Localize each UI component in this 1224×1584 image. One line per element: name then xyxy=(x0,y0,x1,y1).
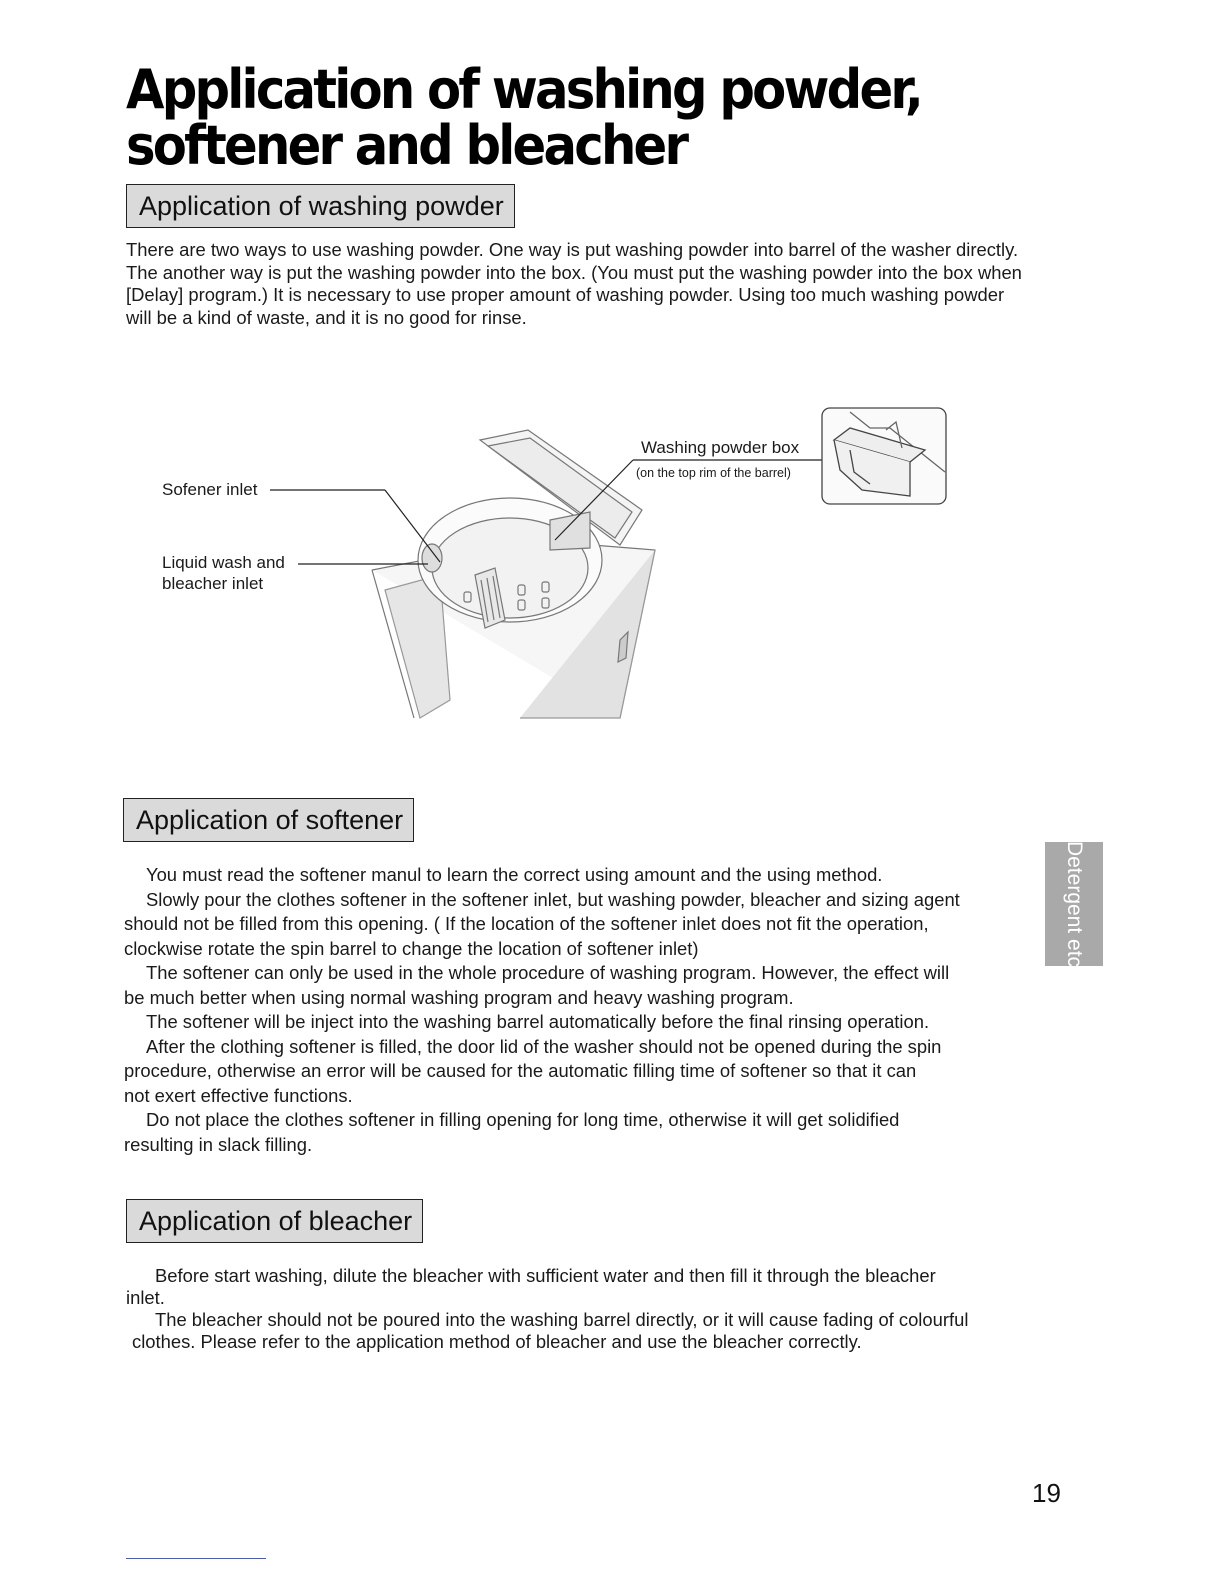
page-title xyxy=(126,58,921,177)
page-title-line-2: softener and bleacher xyxy=(126,114,687,177)
washer-illustration xyxy=(372,430,655,718)
washing-powder-box-inset xyxy=(822,408,946,504)
softener-line: resulting in slack filling. xyxy=(124,1134,313,1155)
washer-diagram xyxy=(150,400,970,730)
footer-rule xyxy=(126,1558,266,1559)
page-number: 19 xyxy=(1032,1478,1061,1508)
side-tab-detergent xyxy=(1045,842,1103,966)
softener-line: The softener will be inject into the washing barrel automatically before the final rinsing operation. xyxy=(146,1011,930,1032)
bleacher-line: The bleacher should not be poured into the washing barrel directly, or it will cause fading of colourful xyxy=(155,1309,969,1330)
softener-line: You must read the softener manul to learn the correct using amount and the using method. xyxy=(146,864,883,885)
washing-powder-box-label: Washing powder box xyxy=(641,438,800,457)
softener-line: The softener can only be used in the whole procedure of washing program. However, the effect will xyxy=(146,962,950,983)
bleacher-line: inlet. xyxy=(126,1287,165,1308)
softener-line: be much better when using normal washing program and heavy washing program. xyxy=(124,987,794,1008)
page-title-line-1: Application of washing powder, xyxy=(126,58,921,121)
section-heading-bleacher: Application of bleacher xyxy=(126,1199,423,1243)
softener-line: After the clothing softener is filled, the door lid of the washer should not be opened during the spin xyxy=(146,1036,942,1057)
side-tab-label: Detergent etc xyxy=(1063,840,1086,968)
softener-line: procedure, otherwise an error will be caused for the automatic filling time of softener so that it can xyxy=(124,1060,917,1081)
washing-powder-paragraph: There are two ways to use washing powder. One way is put washing powder into barrel of the washer directly. The another way is put the washing powder into the box. (You must put the washing powder into the box when [Delay] program.) It is necessary to use proper amount of washing powder. Using too much washing powder will be a kind of waste, and it is no good for rinse. xyxy=(126,239,1022,328)
bleacher-line: Before start washing, dilute the bleacher with sufficient water and then fill it through the bleacher xyxy=(155,1265,936,1286)
section-heading-softener: Application of softener xyxy=(123,798,414,842)
softener-line: clockwise rotate the spin barrel to change the location of softener inlet) xyxy=(124,938,699,959)
bleacher-line: clothes. Please refer to the application method of bleacher and use the bleacher correctly. xyxy=(132,1331,862,1352)
softener-inlet-label: Sofener inlet xyxy=(162,480,258,499)
softener-line: Do not place the clothes softener in filling opening for long time, otherwise it will get solidified xyxy=(146,1109,900,1130)
washing-powder-box-note: (on the top rim of the barrel) xyxy=(636,466,791,480)
section-heading-washing-powder: Application of washing powder xyxy=(126,184,515,228)
softener-line: Slowly pour the clothes softener in the softener inlet, but washing powder, bleacher and sizing agent xyxy=(146,889,960,910)
liquid-wash-label-line-2: bleacher inlet xyxy=(162,574,264,593)
softener-line: should not be filled from this opening. ( If the location of the softener inlet does not fit the operation, xyxy=(124,913,929,934)
softener-line: not exert effective functions. xyxy=(124,1085,353,1106)
liquid-wash-label-line-1: Liquid wash and xyxy=(162,553,285,572)
